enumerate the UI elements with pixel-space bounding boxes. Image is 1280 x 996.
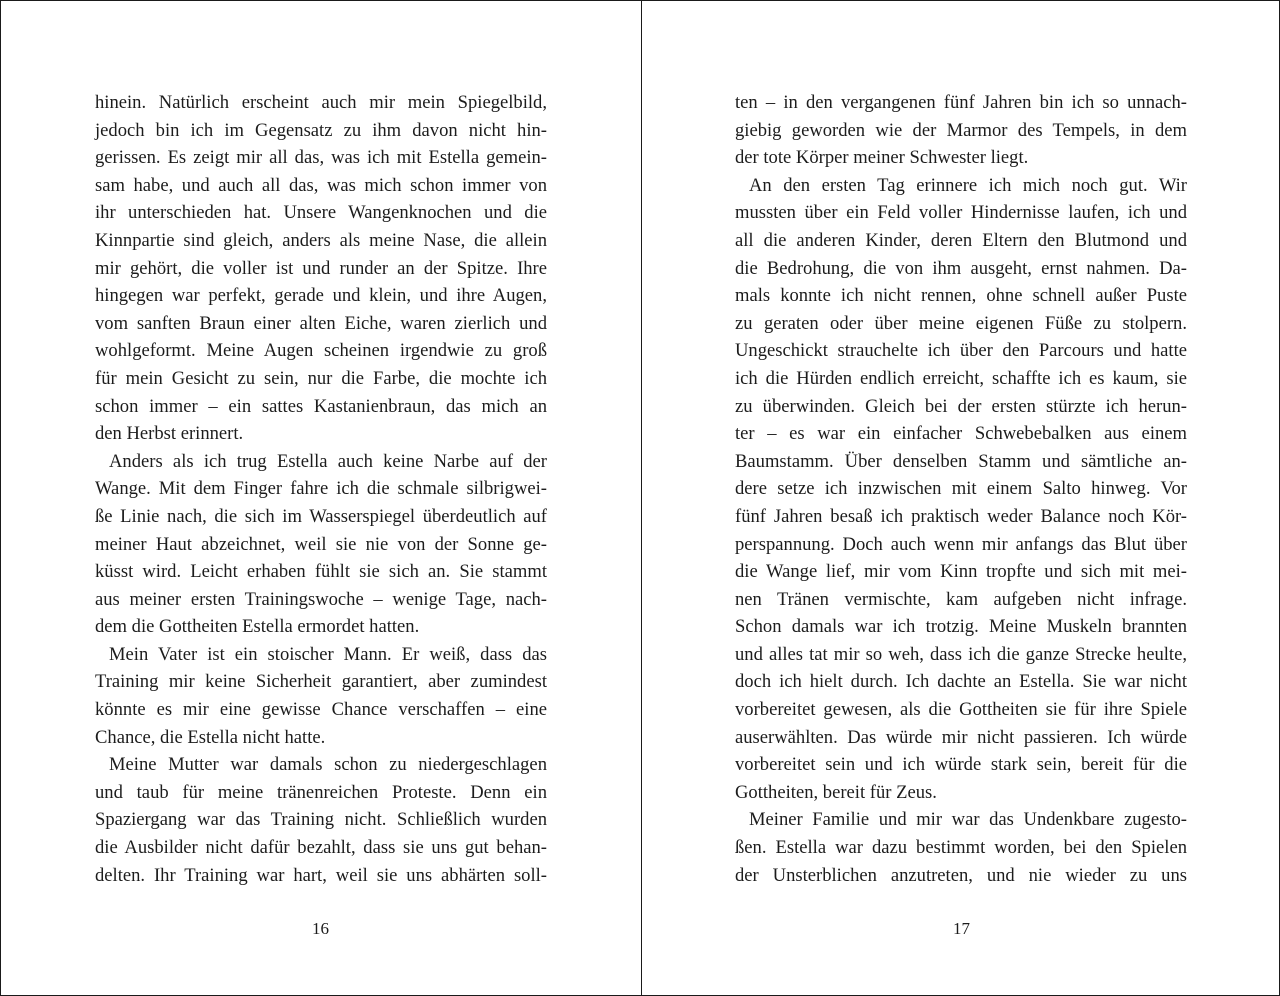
text-line: mals konnte ich nicht rennen, ohne schnell außer Puste	[735, 285, 1187, 307]
text-line: Ungeschickt strauchelte ich über den Parcours und hatte	[735, 340, 1187, 362]
text-line: nen Tränen vermischte, kam aufgeben nicht infrage.	[735, 588, 1187, 610]
text-line: hinein. Natürlich erscheint auch mir mein Spiegelbild,	[95, 92, 547, 113]
text-line: der tote Körper meiner Schwester liegt.	[735, 147, 1029, 169]
text-line: all die anderen Kinder, deren Eltern den Blutmond und	[735, 229, 1187, 251]
text-line: gerissen. Es zeigt mir all das, was ich mit Estella gemein-	[95, 147, 547, 169]
left-page-text	[95, 89, 547, 889]
text-line: wohlgeformt. Meine Augen scheinen irgendwie zu groß	[95, 340, 547, 362]
text-line: die Ausbilder nicht dafür bezahlt, dass sie uns gut behan-	[95, 837, 547, 859]
paragraph	[735, 806, 1187, 889]
text-line: dem die Gottheiten Estella ermordet hatten.	[95, 616, 420, 638]
text-line: ter – es war ein einfacher Schwebebalken aus einem	[735, 423, 1187, 445]
text-line: ße Linie nach, die sich im Wasserspiegel überdeutlich auf	[95, 505, 547, 527]
text-line: ten – in den vergangenen fünf Jahren bin ich so unnach-	[735, 92, 1187, 113]
text-line: zu überwinden. Gleich bei der ersten stürzte ich herun-	[735, 395, 1187, 417]
text-line: Gottheiten, bereit für Zeus.	[735, 781, 937, 803]
text-line: dere setze ich inzwischen mit einem Salto hinweg. Vor	[735, 478, 1187, 500]
text-line: den Herbst erinnert.	[95, 423, 244, 445]
text-line: Kinnpartie sind gleich, anders als meine Nase, die allein	[95, 229, 547, 251]
text-line: sam habe, und auch all das, was mich schon immer von	[95, 174, 547, 196]
text-line: auserwählten. Das würde mir nicht passieren. Ich würde	[735, 726, 1187, 748]
text-line: ßen. Estella war dazu bestimmt worden, bei den Spielen	[735, 837, 1187, 859]
text-line: delten. Ihr Training war hart, weil sie uns abhärten soll-	[95, 864, 547, 886]
paragraph	[95, 641, 547, 751]
text-line: Spaziergang war das Training nicht. Schließlich wurden	[95, 809, 547, 831]
text-line: vorbereitet gewesen, als die Gottheiten sie für ihre Spiele	[735, 699, 1187, 721]
text-line: der Unsterblichen anzutreten, und nie wieder zu uns	[735, 864, 1187, 886]
text-line: fünf Jahren besaß ich praktisch weder Balance noch Kör-	[735, 505, 1187, 527]
text-line: und taub für meine tränenreichen Proteste. Denn ein	[95, 781, 547, 803]
paragraph	[735, 89, 1187, 172]
paragraph	[95, 89, 547, 448]
text-line: doch ich hielt durch. Ich dachte an Estella. Sie war nicht	[735, 671, 1187, 693]
text-line: küsst wird. Leicht erhaben fühlt sie sich an. Sie stammt	[95, 561, 547, 583]
text-line: mir gehört, die voller ist und runder an der Spitze. Ihre	[95, 257, 547, 279]
text-line: hingegen war perfekt, gerade und klein, und ihre Augen,	[95, 285, 547, 307]
text-line: zu geraten oder über meine eigenen Füße zu stolpern.	[735, 312, 1187, 334]
text-line: könnte es mir eine gewisse Chance verschaffen – eine	[95, 699, 547, 721]
text-line: die Wange lief, mir vom Kinn tropfte und sich mit mei-	[735, 561, 1187, 583]
right-page-text	[735, 89, 1187, 889]
text-line: Meine Mutter war damals schon zu niedergeschlagen	[109, 754, 547, 776]
text-line: schon immer – ein sattes Kastanienbraun, das mich an	[95, 395, 547, 417]
text-line: giebig geworden wie der Marmor des Tempels, in dem	[735, 119, 1187, 141]
text-line: Schon damals war ich trotzig. Meine Muskeln brannten	[735, 616, 1187, 638]
text-line: vorbereitet sein und ich würde stark sein, bereit für die	[735, 754, 1187, 776]
paragraph	[95, 448, 547, 641]
text-line: Training mir keine Sicherheit garantiert, aber zumindest	[95, 671, 547, 693]
text-line: aus meiner ersten Trainingswoche – wenige Tage, nach-	[95, 588, 547, 610]
paragraph	[735, 172, 1187, 807]
text-line: ihr unterschieden hat. Unsere Wangenknochen und die	[95, 202, 547, 224]
left-page	[1, 1, 640, 995]
text-line: mussten über ein Feld voller Hindernisse laufen, ich und	[735, 202, 1187, 224]
right-page	[642, 1, 1280, 995]
text-line: Chance, die Estella nicht hatte.	[95, 726, 326, 748]
text-line: Baumstamm. Über denselben Stamm und sämtliche an-	[735, 450, 1187, 472]
page-number-right: 17	[953, 919, 970, 938]
text-line: Anders als ich trug Estella auch keine Narbe auf der	[109, 450, 547, 472]
text-line: Meiner Familie und mir war das Undenkbare zugesto-	[749, 809, 1187, 831]
text-line: vom sanften Braun einer alten Eiche, waren zierlich und	[95, 312, 547, 334]
text-line: für mein Gesicht zu sein, nur die Farbe, die mochte ich	[95, 367, 547, 389]
text-line: die Bedrohung, die von ihm ausgeht, ernst nahmen. Da-	[735, 257, 1187, 279]
text-line: und alles tat mir so weh, dass ich die ganze Strecke heulte,	[735, 643, 1187, 665]
text-line: perspannung. Doch auch wenn mir anfangs das Blut über	[735, 533, 1187, 555]
text-line: ich die Hürden endlich erreicht, schaffte ich es kaum, sie	[735, 367, 1187, 389]
text-line: Wange. Mit dem Finger fahre ich die schmale silbrigwei-	[95, 478, 547, 500]
paragraph	[95, 751, 547, 889]
text-line: jedoch bin ich im Gegensatz zu ihm davon nicht hin-	[95, 119, 547, 141]
page-number-left: 16	[312, 919, 329, 938]
text-line: meiner Haut abzeichnet, weil sie nie von der Sonne ge-	[95, 533, 547, 555]
text-line: Mein Vater ist ein stoischer Mann. Er weiß, dass das	[109, 643, 547, 665]
text-line: An den ersten Tag erinnere ich mich noch gut. Wir	[749, 174, 1187, 196]
